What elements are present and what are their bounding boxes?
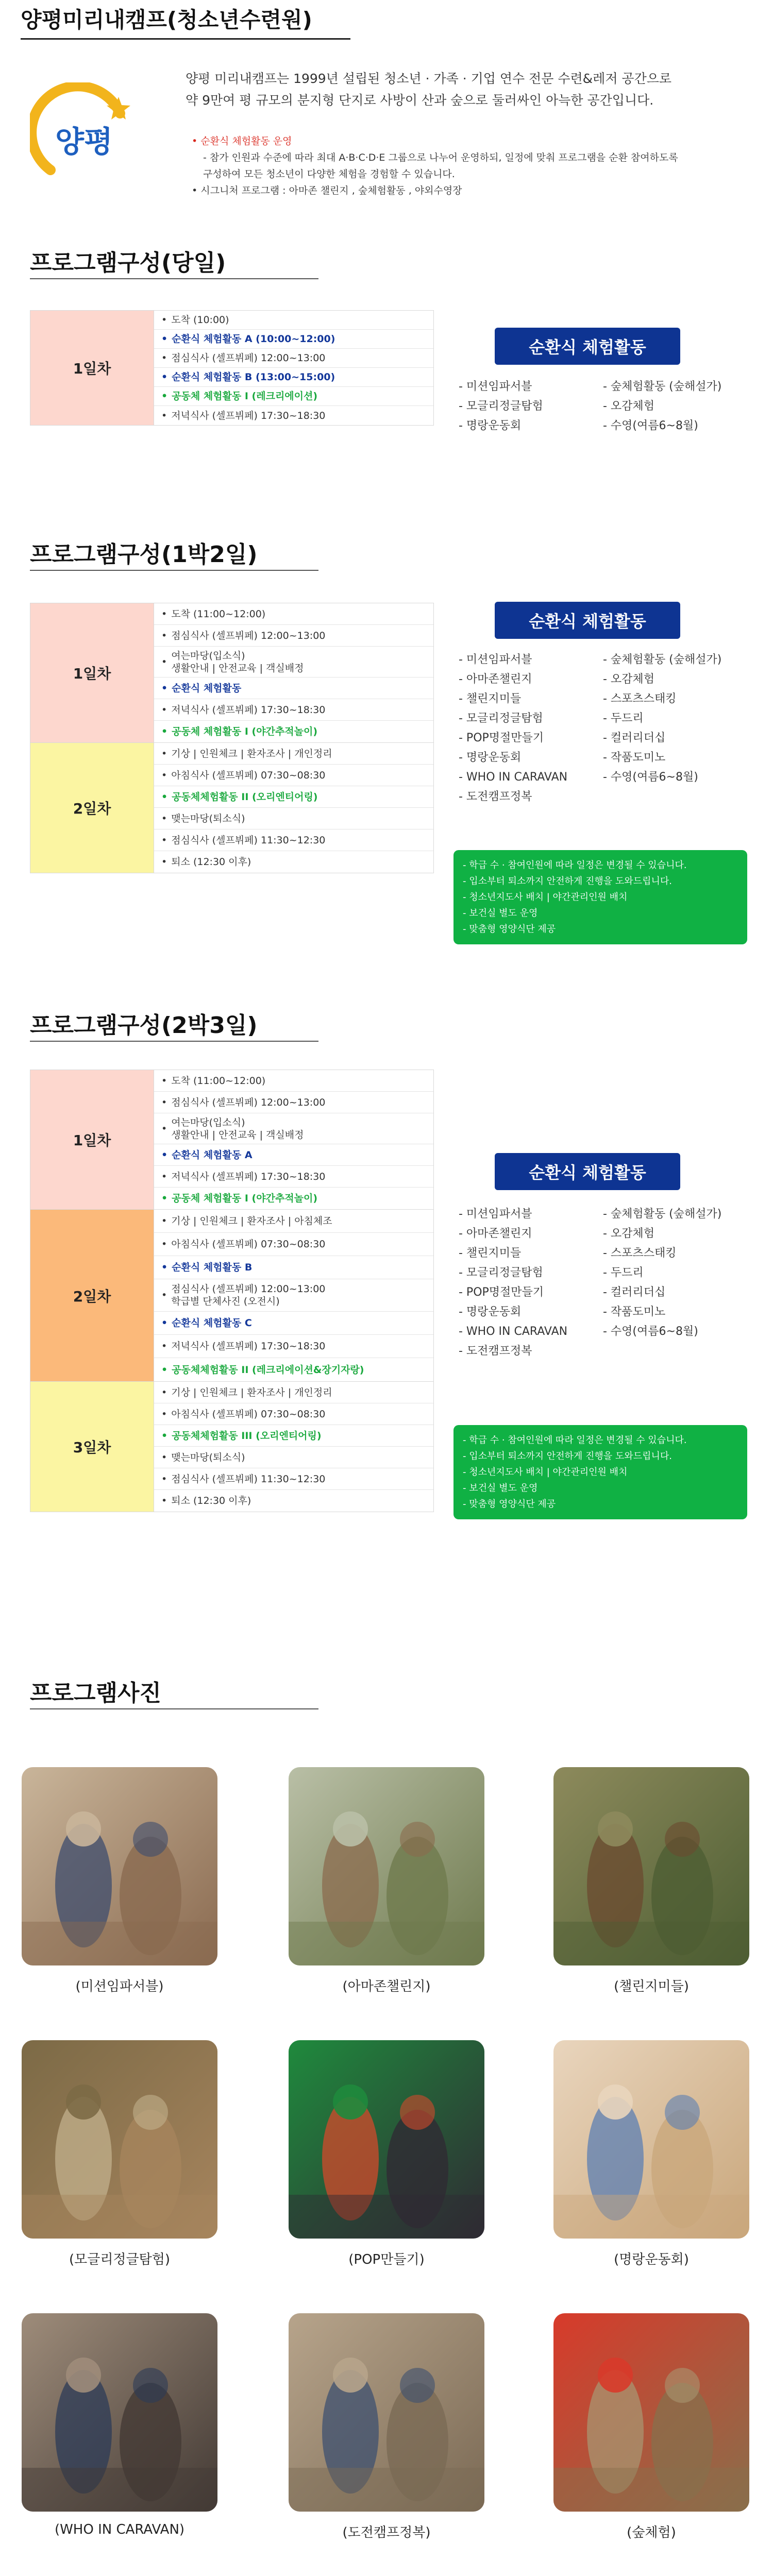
schedule-row-label: 순환식 체험활동 B	[172, 1262, 253, 1273]
list-item: - 두드리	[603, 1266, 644, 1279]
schedule-row-label: 공동체 체험활동 I (레크리에이션)	[172, 391, 318, 402]
schedule-row	[154, 603, 433, 625]
schedule-row-label: 아침식사 (셀프뷔페) 07:30~08:30	[171, 769, 326, 781]
schedule-row-label: 아침식사 (셀프뷔페) 07:30~08:30	[171, 1239, 326, 1250]
page-title: 양평미리내캠프(청소년수련원)	[21, 7, 312, 32]
schedule-2night	[30, 1070, 434, 1512]
schedule-row-text	[171, 630, 325, 642]
schedule-rows	[154, 1210, 433, 1381]
schedule-row-text	[172, 1430, 321, 1442]
section-underline	[30, 278, 318, 279]
schedule-row	[154, 1210, 433, 1233]
logo-text: 양평	[55, 124, 113, 159]
list-item: - 작품도미노	[603, 1306, 666, 1318]
intro-line-2: 약 9만여 평 규모의 분지형 단지로 사방이 산과 숲으로 둘러싸인 아늑한 공간입니다.	[186, 93, 654, 108]
bullet-dot: •	[161, 834, 167, 846]
schedule-rows	[154, 743, 433, 873]
schedule-row-text	[171, 1238, 325, 1250]
schedule-row-sublabel: 학급별 단체사진 (오전시)	[171, 1296, 280, 1307]
program-2night-title: 프로그램구성(2박3일)	[30, 1012, 258, 1039]
schedule-row	[154, 368, 433, 387]
schedule-row	[154, 1382, 433, 1403]
schedule-row-label: 공동체체험활동 II (레크리에이션&장기자랑)	[172, 1364, 364, 1376]
photo-image-icon	[553, 2313, 749, 2512]
bullet-dot: •	[161, 371, 168, 383]
schedule-row	[154, 765, 433, 786]
schedule-row	[154, 1490, 433, 1512]
photo-caption: (명랑운동회)	[614, 2252, 689, 2267]
schedule-row-text	[171, 856, 251, 868]
schedule-row-sublabel: 생활안내 | 안전교육 | 객실배정	[171, 1129, 304, 1141]
bullet-dot: •	[161, 1364, 168, 1376]
list-item: - 아마존챌린지	[459, 673, 532, 686]
photo-image-icon	[22, 2313, 217, 2512]
schedule-row-label: 저녁식사 (셀프뷔페) 17:30~18:30	[171, 410, 326, 421]
bullet-dot: •	[161, 1290, 167, 1301]
schedule-row-text	[171, 769, 325, 782]
schedule-row-text	[172, 725, 317, 738]
photo-image-icon	[289, 2313, 484, 2512]
schedule-row-text	[171, 1283, 325, 1308]
schedule-row-text	[171, 650, 304, 674]
schedule-row	[154, 1468, 433, 1490]
schedule-row-text	[171, 748, 332, 760]
list-item: - POP명절만들기	[459, 1286, 544, 1299]
schedule-row-label: 점심식사 (셀프뷔페) 12:00~13:00	[171, 352, 326, 364]
schedule-row-text	[171, 608, 265, 620]
schedule-row	[154, 851, 433, 873]
program-photo	[289, 2313, 484, 2512]
schedule-row-label: 순환식 체험활동 B (13:00~15:00)	[172, 371, 335, 383]
list-item: - 도전캠프정복	[459, 1345, 532, 1358]
list-item: - 미션임파서블	[459, 653, 532, 666]
schedule-row-label: 맺는마당(퇴소식)	[171, 1451, 245, 1463]
intro-bullet-rotation: • 순환식 체험활동 운영	[192, 135, 292, 147]
schedule-row	[154, 406, 433, 425]
bullet-dot: •	[161, 608, 167, 620]
schedule-row-label: 맺는마당(퇴소식)	[171, 812, 245, 824]
schedule-row-label: 기상 | 인원체크 | 환자조사 | 아침체조	[171, 1215, 332, 1227]
list-item: - 오감체험	[603, 673, 654, 686]
list-item: - 모글리정글탐험	[459, 400, 543, 413]
bullet-dot: •	[161, 352, 167, 364]
schedule-row-text	[172, 1149, 252, 1161]
schedule-row	[154, 349, 433, 368]
rotation-activity-list	[459, 650, 747, 807]
schedule-row-text	[171, 1116, 304, 1141]
schedule-day	[30, 1382, 433, 1512]
schedule-row	[154, 1335, 433, 1358]
list-item: - 청소년지도사 배치 | 야간관리인원 배치	[463, 892, 628, 903]
bullet-dot: •	[161, 726, 168, 737]
schedule-row	[154, 647, 433, 677]
schedule-row	[154, 1166, 433, 1188]
schedule-row-label: 저녁식사 (셀프뷔페) 17:30~18:30	[171, 704, 326, 716]
photo-caption: (도전캠프정복)	[342, 2525, 431, 2540]
schedule-row-text	[172, 390, 317, 402]
photo-image-icon	[22, 2040, 217, 2239]
schedule-day	[30, 743, 433, 873]
photo-image-icon	[289, 2040, 484, 2239]
bullet-dot: •	[161, 1239, 167, 1250]
bullet-dot: •	[161, 1430, 168, 1442]
schedule-row-text	[172, 371, 335, 383]
schedule-row-label: 도착 (11:00~12:00)	[171, 608, 266, 620]
schedule-row	[154, 829, 433, 851]
list-item: - 명랑운동회	[459, 751, 522, 764]
schedule-row-label: 여는마당(입소식)	[171, 1116, 245, 1128]
program-photo	[22, 1767, 217, 1965]
schedule-row	[154, 625, 433, 647]
schedule-row-text	[171, 1386, 332, 1399]
program-photo	[553, 1767, 749, 1965]
schedule-row	[154, 808, 433, 829]
list-item: - 수영(여름6~8월)	[603, 419, 698, 432]
bullet-dot: •	[161, 812, 167, 824]
schedule-row-text	[171, 1340, 325, 1352]
intro-bullet-rotation-detail-2: 구성하여 모든 청소년이 다양한 체험을 경험할 수 있습니다.	[203, 168, 455, 180]
list-item: - 보건실 별도 운영	[463, 1483, 538, 1494]
schedule-row	[154, 1279, 433, 1312]
list-item: - 컬러리더십	[603, 1286, 666, 1299]
schedule-row	[154, 786, 433, 808]
schedule-row	[154, 743, 433, 765]
bullet-dot: •	[161, 769, 167, 781]
day-label: 2일차	[30, 743, 154, 873]
bullet-dot: •	[161, 856, 167, 868]
schedule-row-text	[171, 352, 325, 364]
list-item: - 입소부터 퇴소까지 안전하게 진행을 도와드립니다.	[463, 876, 672, 887]
list-item: - 수영(여름6~8월)	[603, 1325, 698, 1338]
list-item: - 학급 수 · 참여인원에 따라 일정은 변경될 수 있습니다.	[463, 1435, 687, 1446]
schedule-row-label: 공동체 체험활동 I (야간추적놀이)	[172, 726, 318, 737]
list-item: - 스포츠스태킹	[603, 692, 677, 705]
program-1night-title: 프로그램구성(1박2일)	[30, 541, 258, 568]
schedule-rows	[154, 1070, 433, 1209]
list-item: - 입소부터 퇴소까지 안전하게 진행을 도와드립니다.	[463, 1451, 672, 1462]
bullet-dot: •	[161, 1408, 167, 1420]
schedule-row-label: 점심식사 (셀프뷔페) 12:00~13:00	[171, 1096, 326, 1108]
list-item: - 챌린지미들	[459, 692, 522, 705]
photo-caption: (미션임파서블)	[75, 1979, 164, 1994]
section-underline	[30, 1708, 318, 1709]
bullet-dot: •	[161, 1193, 168, 1204]
list-item: - 오감체험	[603, 400, 654, 413]
list-item: - 보건실 별도 운영	[463, 908, 538, 919]
bullet-dot: •	[161, 630, 167, 641]
schedule-row-text	[172, 1261, 252, 1274]
day-label: 1일차	[30, 311, 154, 425]
schedule-day	[30, 1210, 433, 1382]
list-item: - 수영(여름6~8월)	[603, 771, 698, 784]
intro-text	[186, 68, 752, 111]
bullet-dot: •	[161, 333, 168, 345]
yangpyeong-logo-icon	[30, 82, 138, 191]
schedule-day	[30, 603, 433, 743]
bullet-dot: •	[161, 1317, 168, 1329]
list-item: - 작품도미노	[603, 751, 666, 764]
schedule-row-label: 저녁식사 (셀프뷔페) 17:30~18:30	[171, 1341, 326, 1352]
list-item: - 챌린지미들	[459, 1247, 522, 1260]
rotation-activity-list	[459, 377, 747, 436]
schedule-row	[154, 1092, 433, 1113]
rotation-activity-list	[459, 1205, 747, 1361]
schedule-row-label: 기상 | 인원체크 | 환자조사 | 개인정리	[171, 1386, 332, 1398]
day-label: 1일차	[30, 1070, 154, 1209]
day-label: 1일차	[30, 603, 154, 742]
photo-image-icon	[22, 1767, 217, 1965]
list-item: - POP명절만들기	[459, 732, 544, 744]
list-item	[603, 1342, 742, 1361]
schedule-row-text	[171, 1451, 245, 1464]
schedule-row-label: 기상 | 인원체크 | 환자조사 | 개인정리	[171, 748, 332, 759]
photo-caption: (챌린지미들)	[614, 1979, 689, 1994]
schedule-row-label: 순환식 체험활동 A	[172, 1149, 253, 1161]
schedule-row-text	[171, 1096, 325, 1109]
schedule-row	[154, 330, 433, 349]
title-underline	[21, 38, 350, 40]
schedule-row	[154, 387, 433, 406]
list-item: - 아마존챌린지	[459, 1227, 532, 1240]
schedule-row-label: 도착 (10:00)	[171, 314, 229, 326]
list-item: - 미션임파서블	[459, 1208, 532, 1221]
bullet-dot: •	[161, 1495, 167, 1506]
bullet-dot: •	[161, 410, 167, 421]
schedule-row	[154, 1312, 433, 1335]
bullet-dot: •	[161, 656, 167, 668]
schedule-row	[154, 1070, 433, 1092]
bullet-dot: •	[161, 791, 168, 803]
rotation-activity-header: 순환식 체험활동	[495, 328, 680, 365]
list-item: - 맞춤형 영양식단 제공	[463, 1499, 556, 1510]
schedule-row	[154, 721, 433, 742]
schedule-row-label: 공동체체험활동 II (오리엔티어링)	[172, 791, 318, 803]
schedule-row-sublabel: 생활안내 | 안전교육 | 객실배정	[171, 662, 304, 674]
schedule-row	[154, 1358, 433, 1381]
bullet-dot: •	[161, 1341, 167, 1352]
schedule-row-label: 순환식 체험활동 C	[172, 1317, 252, 1329]
schedule-row-text	[172, 333, 335, 345]
schedule-1night	[30, 603, 434, 873]
schedule-row-label: 저녁식사 (셀프뷔페) 17:30~18:30	[171, 1171, 326, 1182]
list-item: - 숲체험활동 (숲해설가)	[603, 1208, 722, 1221]
day-label: 3일차	[30, 1382, 154, 1512]
bullet-dot: •	[161, 1473, 167, 1485]
schedule-row-label: 도착 (11:00~12:00)	[171, 1075, 266, 1087]
bullet-dot: •	[161, 1149, 168, 1161]
schedule-rows	[154, 603, 433, 742]
photo-image-icon	[289, 1767, 484, 1965]
list-item: - 미션임파서블	[459, 380, 532, 393]
bullet-dot: •	[161, 1215, 167, 1227]
schedule-row-text	[171, 1171, 325, 1183]
program-notes	[453, 1425, 747, 1519]
program-photo	[553, 2313, 749, 2512]
schedule-row-label: 공동체 체험활동 I (야간추적놀이)	[172, 1193, 318, 1204]
list-item: - 숲체험활동 (숲해설가)	[603, 653, 722, 666]
rotation-activity-header: 순환식 체험활동	[495, 602, 680, 639]
schedule-row	[154, 311, 433, 330]
bullet-dot: •	[161, 1075, 167, 1087]
schedule-row-label: 점심식사 (셀프뷔페) 12:00~13:00	[171, 630, 326, 641]
schedule-row-text	[172, 682, 241, 694]
program-photo	[289, 1767, 484, 1965]
schedule-row-text	[171, 1215, 332, 1227]
bullet-dot: •	[161, 1096, 167, 1108]
list-item: - 모글리정글탐험	[459, 712, 543, 725]
intro-bullet-signature: • 시그니처 프로그램 : 아마존 챌린지 , 숲체험활동 , 야외수영장	[192, 185, 462, 196]
schedule-rows	[154, 1382, 433, 1512]
program-day-trip-title: 프로그램구성(당일)	[30, 250, 226, 276]
schedule-row-label: 순환식 체험활동	[172, 682, 242, 694]
schedule-row-text	[171, 1408, 325, 1420]
photo-caption: (아마존챌린지)	[342, 1979, 431, 1994]
bullet-dot: •	[161, 391, 168, 402]
schedule-row	[154, 1113, 433, 1144]
list-item: - 맞춤형 영양식단 제공	[463, 924, 556, 935]
list-item	[603, 787, 742, 807]
intro-bullets	[192, 133, 759, 199]
list-item: - 명랑운동회	[459, 419, 522, 432]
schedule-row-text	[172, 791, 317, 803]
list-item: - 컬러리더십	[603, 732, 666, 744]
program-photo	[553, 2040, 749, 2239]
photo-caption: (WHO IN CARAVAN)	[54, 2522, 185, 2537]
schedule-row-label: 공동체체험활동 III (오리엔티어링)	[172, 1430, 322, 1442]
bullet-dot: •	[161, 1451, 167, 1463]
bullet-dot: •	[161, 314, 167, 326]
bullet-dot: •	[161, 682, 168, 694]
schedule-day	[30, 1070, 433, 1210]
list-item: - 모글리정글탐험	[459, 1266, 543, 1279]
list-item: - 명랑운동회	[459, 1306, 522, 1318]
schedule-row-text	[172, 1192, 317, 1205]
photo-caption: (모글리정글탐험)	[69, 2252, 171, 2267]
schedule-row-text	[172, 1364, 364, 1376]
rotation-activity-header: 순환식 체험활동	[495, 1153, 680, 1190]
section-underline	[30, 570, 318, 571]
schedule-row-text	[171, 812, 245, 825]
program-photos-title: 프로그램사진	[30, 1680, 162, 1706]
schedule-row-text	[171, 704, 325, 716]
bullet-dot: •	[161, 1262, 168, 1273]
schedule-row-label: 퇴소 (12:30 이후)	[171, 856, 251, 868]
bullet-dot: •	[161, 748, 167, 759]
list-item: - 도전캠프정복	[459, 790, 532, 803]
program-photo	[289, 2040, 484, 2239]
schedule-row	[154, 1447, 433, 1468]
photo-image-icon	[553, 2040, 749, 2239]
photo-image-icon	[553, 1767, 749, 1965]
list-item: - 학급 수 · 참여인원에 따라 일정은 변경될 수 있습니다.	[463, 860, 687, 871]
schedule-row-text	[171, 410, 325, 422]
schedule-row	[154, 677, 433, 699]
schedule-row-label: 점심식사 (셀프뷔페) 11:30~12:30	[171, 834, 326, 846]
bullet-dot: •	[161, 1386, 167, 1398]
schedule-row-text	[171, 1075, 265, 1087]
schedule-row	[154, 1188, 433, 1209]
schedule-row-text	[171, 1495, 251, 1507]
schedule-day-trip	[30, 310, 434, 426]
schedule-rows	[154, 311, 433, 425]
list-item: - 두드리	[603, 712, 644, 725]
schedule-row	[154, 1256, 433, 1279]
schedule-row-text	[171, 834, 325, 846]
schedule-row-label: 퇴소 (12:30 이후)	[171, 1495, 251, 1506]
program-notes	[453, 850, 747, 944]
schedule-row	[154, 1233, 433, 1256]
list-item: - WHO IN CARAVAN	[459, 771, 568, 784]
program-photo	[22, 2040, 217, 2239]
bullet-dot: •	[161, 704, 167, 716]
schedule-row	[154, 699, 433, 721]
program-photo	[22, 2313, 217, 2512]
list-item: - 청소년지도사 배치 | 야간관리인원 배치	[463, 1467, 628, 1478]
schedule-row-text	[172, 1317, 252, 1329]
photo-caption: (POP만들기)	[348, 2252, 425, 2267]
schedule-row	[154, 1403, 433, 1425]
schedule-row-label: 점심식사 (셀프뷔페) 11:30~12:30	[171, 1473, 326, 1485]
day-label: 2일차	[30, 1210, 154, 1381]
list-item: - 오감체험	[603, 1227, 654, 1240]
list-item: - WHO IN CARAVAN	[459, 1325, 568, 1338]
schedule-row-label: 순환식 체험활동 A (10:00~12:00)	[172, 333, 335, 345]
schedule-day	[30, 311, 433, 425]
bullet-dot: •	[161, 1123, 167, 1134]
intro-line-1: 양평 미리내캠프는 1999년 설립된 청소년 · 가족 · 기업 연수 전문 수련&레저 공간으로	[186, 71, 672, 86]
schedule-row	[154, 1144, 433, 1166]
bullet-dot: •	[161, 1171, 167, 1182]
schedule-row-label: 아침식사 (셀프뷔페) 07:30~08:30	[171, 1408, 326, 1420]
photo-caption: (숲체험)	[627, 2525, 676, 2540]
list-item: - 숲체험활동 (숲해설가)	[603, 380, 722, 393]
schedule-row-label: 점심식사 (셀프뷔페) 12:00~13:00	[171, 1283, 326, 1295]
schedule-row-text	[171, 314, 229, 326]
schedule-row-text	[171, 1473, 325, 1485]
intro-bullet-rotation-detail-1: - 참가 인원과 수준에 따라 최대 A·B·C·D·E 그룹으로 나누어 운영하되, 일정에 맞춰 프로그램을 순환 참여하도록	[203, 152, 678, 163]
section-underline	[30, 1041, 318, 1042]
schedule-row-label: 여는마당(입소식)	[171, 650, 245, 662]
list-item: - 스포츠스태킹	[603, 1247, 677, 1260]
schedule-row	[154, 1425, 433, 1447]
